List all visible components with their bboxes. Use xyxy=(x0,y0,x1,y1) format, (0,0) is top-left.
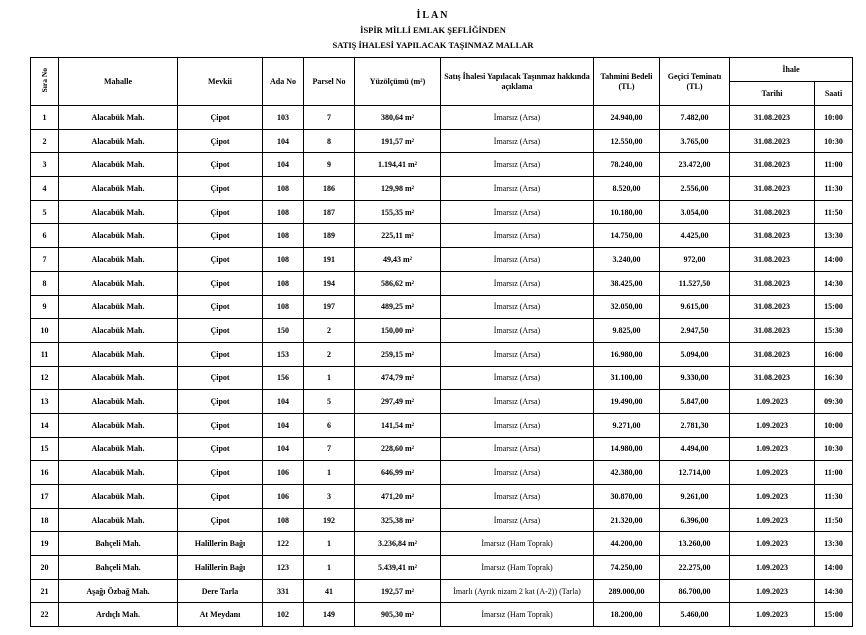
cell-saat: 14:00 xyxy=(815,556,853,580)
table-row xyxy=(31,248,853,272)
table-row xyxy=(31,319,853,343)
cell-aciklama: İmarsız (Arsa) xyxy=(441,413,594,437)
cell-bedel: 74.250,00 xyxy=(594,556,660,580)
cell-mahalle: Aşağı Özbağ Mah. xyxy=(59,579,178,603)
cell-mevkii: Çipot xyxy=(178,177,263,201)
table-row xyxy=(31,106,853,130)
cell-mevkii: Halillerin Bağı xyxy=(178,556,263,580)
cell-aciklama: İmarsız (Arsa) xyxy=(441,319,594,343)
cell-ada: 123 xyxy=(263,556,304,580)
cell-tarih: 31.08.2023 xyxy=(730,319,815,343)
cell-saat: 10:00 xyxy=(815,106,853,130)
cell-no: 3 xyxy=(31,153,59,177)
cell-alan: 141,54 m² xyxy=(355,413,441,437)
cell-mahalle: Alacabük Mah. xyxy=(59,366,178,390)
cell-alan: 489,25 m² xyxy=(355,295,441,319)
cell-bedel: 30.870,00 xyxy=(594,485,660,509)
cell-ada: 153 xyxy=(263,342,304,366)
cell-teminat: 972,00 xyxy=(660,248,730,272)
cell-parsel: 1 xyxy=(304,461,355,485)
table-row xyxy=(31,342,853,366)
cell-no: 5 xyxy=(31,200,59,224)
cell-parsel: 189 xyxy=(304,224,355,248)
cell-mevkii: Çipot xyxy=(178,224,263,248)
cell-parsel: 149 xyxy=(304,603,355,627)
header-ada-no: Ada No xyxy=(263,58,304,106)
cell-tarih: 31.08.2023 xyxy=(730,200,815,224)
header-yuzolcumu: Yüzölçümü (m²) xyxy=(355,58,441,106)
cell-alan: 191,57 m² xyxy=(355,129,441,153)
cell-saat: 16:00 xyxy=(815,342,853,366)
cell-bedel: 31.100,00 xyxy=(594,366,660,390)
cell-teminat: 9.330,00 xyxy=(660,366,730,390)
cell-parsel: 41 xyxy=(304,579,355,603)
cell-alan: 586,62 m² xyxy=(355,271,441,295)
cell-parsel: 1 xyxy=(304,532,355,556)
cell-no: 9 xyxy=(31,295,59,319)
cell-tarih: 1.09.2023 xyxy=(730,508,815,532)
cell-bedel: 32.050,00 xyxy=(594,295,660,319)
cell-bedel: 289.000,00 xyxy=(594,579,660,603)
cell-mahalle: Alacabük Mah. xyxy=(59,106,178,130)
header-tarihi: Tarihi xyxy=(730,82,815,106)
cell-mevkii: Çipot xyxy=(178,295,263,319)
cell-tarih: 31.08.2023 xyxy=(730,248,815,272)
cell-aciklama: İmarsız (Arsa) xyxy=(441,224,594,248)
cell-mahalle: Alacabük Mah. xyxy=(59,437,178,461)
cell-ada: 103 xyxy=(263,106,304,130)
table-row xyxy=(31,200,853,224)
cell-mahalle: Alacabük Mah. xyxy=(59,248,178,272)
cell-mahalle: Alacabük Mah. xyxy=(59,129,178,153)
cell-mevkii: Çipot xyxy=(178,437,263,461)
cell-saat: 11:00 xyxy=(815,153,853,177)
cell-bedel: 8.520,00 xyxy=(594,177,660,201)
table-row xyxy=(31,177,853,201)
cell-teminat: 4.494,00 xyxy=(660,437,730,461)
cell-no: 6 xyxy=(31,224,59,248)
table-row xyxy=(31,153,853,177)
property-table xyxy=(30,57,853,627)
cell-aciklama: İmarsız (Arsa) xyxy=(441,366,594,390)
cell-mevkii: Çipot xyxy=(178,366,263,390)
cell-saat: 11:30 xyxy=(815,177,853,201)
cell-ada: 150 xyxy=(263,319,304,343)
cell-mahalle: Alacabük Mah. xyxy=(59,390,178,414)
table-row xyxy=(31,437,853,461)
cell-saat: 13:30 xyxy=(815,224,853,248)
cell-alan: 129,98 m² xyxy=(355,177,441,201)
cell-aciklama: İmarsız (Arsa) xyxy=(441,106,594,130)
table-row xyxy=(31,366,853,390)
cell-no: 12 xyxy=(31,366,59,390)
cell-tarih: 31.08.2023 xyxy=(730,177,815,201)
cell-saat: 15:00 xyxy=(815,603,853,627)
cell-no: 1 xyxy=(31,106,59,130)
cell-no: 16 xyxy=(31,461,59,485)
cell-aciklama: İmarlı (Ayrık nizam 2 kat (A-2)) (Tarla) xyxy=(441,579,594,603)
cell-saat: 14:30 xyxy=(815,579,853,603)
cell-mahalle: Alacabük Mah. xyxy=(59,271,178,295)
cell-alan: 49,43 m² xyxy=(355,248,441,272)
cell-no: 4 xyxy=(31,177,59,201)
cell-parsel: 2 xyxy=(304,319,355,343)
cell-aciklama: İmarsız (Ham Toprak) xyxy=(441,532,594,556)
cell-aciklama: İmarsız (Arsa) xyxy=(441,248,594,272)
cell-mahalle: Bahçeli Mah. xyxy=(59,556,178,580)
cell-parsel: 5 xyxy=(304,390,355,414)
cell-saat: 10:00 xyxy=(815,413,853,437)
cell-bedel: 78.240,00 xyxy=(594,153,660,177)
cell-no: 14 xyxy=(31,413,59,437)
cell-parsel: 3 xyxy=(304,485,355,509)
header-mahalle: Mahalle xyxy=(59,58,178,106)
cell-parsel: 1 xyxy=(304,556,355,580)
cell-teminat: 12.714,00 xyxy=(660,461,730,485)
cell-tarih: 1.09.2023 xyxy=(730,437,815,461)
cell-bedel: 9.271,00 xyxy=(594,413,660,437)
cell-mahalle: Alacabük Mah. xyxy=(59,200,178,224)
cell-parsel: 8 xyxy=(304,129,355,153)
cell-aciklama: İmarsız (Arsa) xyxy=(441,129,594,153)
cell-tarih: 1.09.2023 xyxy=(730,485,815,509)
table-row xyxy=(31,485,853,509)
cell-aciklama: İmarsız (Ham Toprak) xyxy=(441,556,594,580)
table-row xyxy=(31,461,853,485)
cell-ada: 108 xyxy=(263,295,304,319)
cell-parsel: 187 xyxy=(304,200,355,224)
table-row xyxy=(31,603,853,627)
cell-alan: 325,38 m² xyxy=(355,508,441,532)
table-row xyxy=(31,532,853,556)
cell-parsel: 192 xyxy=(304,508,355,532)
cell-ada: 106 xyxy=(263,461,304,485)
cell-mevkii: Çipot xyxy=(178,390,263,414)
cell-mahalle: Bahçeli Mah. xyxy=(59,532,178,556)
table-row xyxy=(31,508,853,532)
cell-mahalle: Alacabük Mah. xyxy=(59,461,178,485)
header-gecici-teminat: Geçici Teminatı (TL) xyxy=(660,58,730,106)
cell-ada: 104 xyxy=(263,390,304,414)
cell-ada: 102 xyxy=(263,603,304,627)
cell-parsel: 2 xyxy=(304,342,355,366)
cell-no: 2 xyxy=(31,129,59,153)
cell-no: 15 xyxy=(31,437,59,461)
cell-ada: 104 xyxy=(263,437,304,461)
cell-ada: 104 xyxy=(263,153,304,177)
cell-aciklama: İmarsız (Arsa) xyxy=(441,200,594,224)
cell-no: 20 xyxy=(31,556,59,580)
cell-aciklama: İmarsız (Arsa) xyxy=(441,437,594,461)
cell-mahalle: Alacabük Mah. xyxy=(59,485,178,509)
cell-no: 22 xyxy=(31,603,59,627)
cell-alan: 646,99 m² xyxy=(355,461,441,485)
cell-mahalle: Alacabük Mah. xyxy=(59,319,178,343)
cell-mevkii: Çipot xyxy=(178,413,263,437)
cell-saat: 16:30 xyxy=(815,366,853,390)
cell-teminat: 4.425,00 xyxy=(660,224,730,248)
cell-teminat: 22.275,00 xyxy=(660,556,730,580)
cell-bedel: 14.750,00 xyxy=(594,224,660,248)
cell-tarih: 31.08.2023 xyxy=(730,342,815,366)
cell-teminat: 7.482,00 xyxy=(660,106,730,130)
table-row xyxy=(31,390,853,414)
cell-mahalle: Alacabük Mah. xyxy=(59,177,178,201)
cell-bedel: 42.380,00 xyxy=(594,461,660,485)
header-sira-no: Sıra No xyxy=(31,58,59,106)
cell-bedel: 44.200,00 xyxy=(594,532,660,556)
cell-alan: 5.439,41 m² xyxy=(355,556,441,580)
cell-saat: 11:50 xyxy=(815,200,853,224)
table-body xyxy=(31,106,853,627)
cell-alan: 150,00 m² xyxy=(355,319,441,343)
notice-title: İLAN xyxy=(416,10,450,21)
cell-teminat: 6.396,00 xyxy=(660,508,730,532)
cell-mevkii: Çipot xyxy=(178,508,263,532)
cell-teminat: 2.947,50 xyxy=(660,319,730,343)
cell-aciklama: İmarsız (Arsa) xyxy=(441,177,594,201)
cell-aciklama: İmarsız (Arsa) xyxy=(441,271,594,295)
cell-bedel: 9.825,00 xyxy=(594,319,660,343)
cell-parsel: 6 xyxy=(304,413,355,437)
cell-bedel: 12.550,00 xyxy=(594,129,660,153)
cell-teminat: 5.460,00 xyxy=(660,603,730,627)
cell-no: 8 xyxy=(31,271,59,295)
cell-ada: 108 xyxy=(263,200,304,224)
cell-saat: 13:30 xyxy=(815,532,853,556)
cell-tarih: 1.09.2023 xyxy=(730,603,815,627)
cell-ada: 331 xyxy=(263,579,304,603)
cell-aciklama: İmarsız (Arsa) xyxy=(441,508,594,532)
cell-bedel: 14.980,00 xyxy=(594,437,660,461)
cell-mevkii: Çipot xyxy=(178,200,263,224)
cell-parsel: 191 xyxy=(304,248,355,272)
cell-no: 21 xyxy=(31,579,59,603)
cell-bedel: 19.490,00 xyxy=(594,390,660,414)
cell-saat: 14:00 xyxy=(815,248,853,272)
table-row xyxy=(31,129,853,153)
office-name: İSPİR MİLLİ EMLAK ŞEFLİĞİNDEN xyxy=(360,25,506,35)
cell-teminat: 3.765,00 xyxy=(660,129,730,153)
cell-teminat: 2.556,00 xyxy=(660,177,730,201)
cell-no: 11 xyxy=(31,342,59,366)
cell-tarih: 31.08.2023 xyxy=(730,129,815,153)
cell-ada: 108 xyxy=(263,271,304,295)
cell-alan: 155,35 m² xyxy=(355,200,441,224)
cell-parsel: 1 xyxy=(304,366,355,390)
cell-parsel: 194 xyxy=(304,271,355,295)
cell-parsel: 7 xyxy=(304,106,355,130)
cell-saat: 10:30 xyxy=(815,129,853,153)
cell-saat: 15:00 xyxy=(815,295,853,319)
cell-ada: 108 xyxy=(263,224,304,248)
table-row xyxy=(31,271,853,295)
cell-teminat: 11.527,50 xyxy=(660,271,730,295)
cell-tarih: 1.09.2023 xyxy=(730,579,815,603)
cell-aciklama: İmarsız (Arsa) xyxy=(441,461,594,485)
cell-ada: 104 xyxy=(263,129,304,153)
cell-alan: 225,11 m² xyxy=(355,224,441,248)
cell-bedel: 21.320,00 xyxy=(594,508,660,532)
cell-tarih: 31.08.2023 xyxy=(730,106,815,130)
cell-mevkii: Çipot xyxy=(178,106,263,130)
cell-tarih: 1.09.2023 xyxy=(730,461,815,485)
header-tahmini-bedel: Tahmini Bedeli (TL) xyxy=(594,58,660,106)
cell-alan: 228,60 m² xyxy=(355,437,441,461)
cell-alan: 471,20 m² xyxy=(355,485,441,509)
cell-teminat: 5.847,00 xyxy=(660,390,730,414)
cell-mahalle: Alacabük Mah. xyxy=(59,153,178,177)
cell-mevkii: Çipot xyxy=(178,153,263,177)
header-mevkii: Mevkii xyxy=(178,58,263,106)
cell-ada: 104 xyxy=(263,413,304,437)
cell-mevkii: Çipot xyxy=(178,485,263,509)
cell-mevkii: At Meydanı xyxy=(178,603,263,627)
cell-bedel: 16.980,00 xyxy=(594,342,660,366)
cell-teminat: 9.261,00 xyxy=(660,485,730,509)
cell-saat: 11:30 xyxy=(815,485,853,509)
cell-bedel: 38.425,00 xyxy=(594,271,660,295)
cell-bedel: 3.240,00 xyxy=(594,248,660,272)
cell-teminat: 9.615,00 xyxy=(660,295,730,319)
cell-saat: 11:50 xyxy=(815,508,853,532)
cell-ada: 122 xyxy=(263,532,304,556)
cell-alan: 1.194,41 m² xyxy=(355,153,441,177)
cell-tarih: 31.08.2023 xyxy=(730,224,815,248)
cell-mevkii: Çipot xyxy=(178,319,263,343)
cell-teminat: 86.700,00 xyxy=(660,579,730,603)
header-saati: Saati xyxy=(815,82,853,106)
cell-mevkii: Dere Tarla xyxy=(178,579,263,603)
cell-aciklama: İmarsız (Arsa) xyxy=(441,485,594,509)
cell-tarih: 31.08.2023 xyxy=(730,366,815,390)
cell-mahalle: Alacabük Mah. xyxy=(59,342,178,366)
cell-mevkii: Halillerin Bağı xyxy=(178,532,263,556)
cell-parsel: 9 xyxy=(304,153,355,177)
cell-tarih: 31.08.2023 xyxy=(730,295,815,319)
table-row xyxy=(31,556,853,580)
cell-alan: 905,30 m² xyxy=(355,603,441,627)
cell-ada: 108 xyxy=(263,508,304,532)
table-row xyxy=(31,295,853,319)
cell-aciklama: İmarsız (Arsa) xyxy=(441,295,594,319)
cell-aciklama: İmarsız (Arsa) xyxy=(441,153,594,177)
header-parsel-no: Parsel No xyxy=(304,58,355,106)
cell-ada: 108 xyxy=(263,248,304,272)
cell-mahalle: Alacabük Mah. xyxy=(59,413,178,437)
cell-mahalle: Alacabük Mah. xyxy=(59,508,178,532)
cell-no: 7 xyxy=(31,248,59,272)
header-ihale: İhale xyxy=(730,58,853,82)
table-row xyxy=(31,224,853,248)
cell-tarih: 1.09.2023 xyxy=(730,413,815,437)
cell-no: 17 xyxy=(31,485,59,509)
cell-saat: 15:30 xyxy=(815,319,853,343)
cell-alan: 474,79 m² xyxy=(355,366,441,390)
cell-no: 19 xyxy=(31,532,59,556)
cell-bedel: 10.180,00 xyxy=(594,200,660,224)
cell-saat: 14:30 xyxy=(815,271,853,295)
cell-saat: 09:30 xyxy=(815,390,853,414)
cell-aciklama: İmarsız (Arsa) xyxy=(441,390,594,414)
cell-mevkii: Çipot xyxy=(178,342,263,366)
cell-mahalle: Ardıçlı Mah. xyxy=(59,603,178,627)
cell-parsel: 197 xyxy=(304,295,355,319)
cell-ada: 108 xyxy=(263,177,304,201)
cell-mevkii: Çipot xyxy=(178,248,263,272)
cell-mahalle: Alacabük Mah. xyxy=(59,224,178,248)
cell-saat: 11:00 xyxy=(815,461,853,485)
cell-saat: 10:30 xyxy=(815,437,853,461)
cell-tarih: 31.08.2023 xyxy=(730,271,815,295)
table-row xyxy=(31,579,853,603)
cell-ada: 106 xyxy=(263,485,304,509)
notice-subtitle: SATIŞ İHALESİ YAPILACAK TAŞINMAZ MALLAR xyxy=(332,40,534,50)
header-aciklama: Satış İhalesi Yapılacak Taşınmaz hakkında açıklama xyxy=(441,58,594,106)
cell-tarih: 31.08.2023 xyxy=(730,153,815,177)
cell-teminat: 2.781,30 xyxy=(660,413,730,437)
cell-tarih: 1.09.2023 xyxy=(730,390,815,414)
cell-mevkii: Çipot xyxy=(178,461,263,485)
cell-bedel: 24.940,00 xyxy=(594,106,660,130)
cell-teminat: 5.094,00 xyxy=(660,342,730,366)
cell-mevkii: Çipot xyxy=(178,129,263,153)
cell-teminat: 3.054,00 xyxy=(660,200,730,224)
cell-no: 10 xyxy=(31,319,59,343)
cell-teminat: 23.472,00 xyxy=(660,153,730,177)
cell-parsel: 186 xyxy=(304,177,355,201)
cell-tarih: 1.09.2023 xyxy=(730,532,815,556)
cell-teminat: 13.260,00 xyxy=(660,532,730,556)
cell-aciklama: İmarsız (Ham Toprak) xyxy=(441,603,594,627)
cell-no: 18 xyxy=(31,508,59,532)
cell-ada: 156 xyxy=(263,366,304,390)
cell-alan: 380,64 m² xyxy=(355,106,441,130)
cell-mahalle: Alacabük Mah. xyxy=(59,295,178,319)
cell-tarih: 1.09.2023 xyxy=(730,556,815,580)
cell-alan: 297,49 m² xyxy=(355,390,441,414)
cell-no: 13 xyxy=(31,390,59,414)
cell-aciklama: İmarsız (Arsa) xyxy=(441,342,594,366)
cell-bedel: 18.200,00 xyxy=(594,603,660,627)
cell-alan: 3.236,84 m² xyxy=(355,532,441,556)
table-row xyxy=(31,413,853,437)
cell-alan: 259,15 m² xyxy=(355,342,441,366)
cell-alan: 192,57 m² xyxy=(355,579,441,603)
cell-mevkii: Çipot xyxy=(178,271,263,295)
cell-parsel: 7 xyxy=(304,437,355,461)
